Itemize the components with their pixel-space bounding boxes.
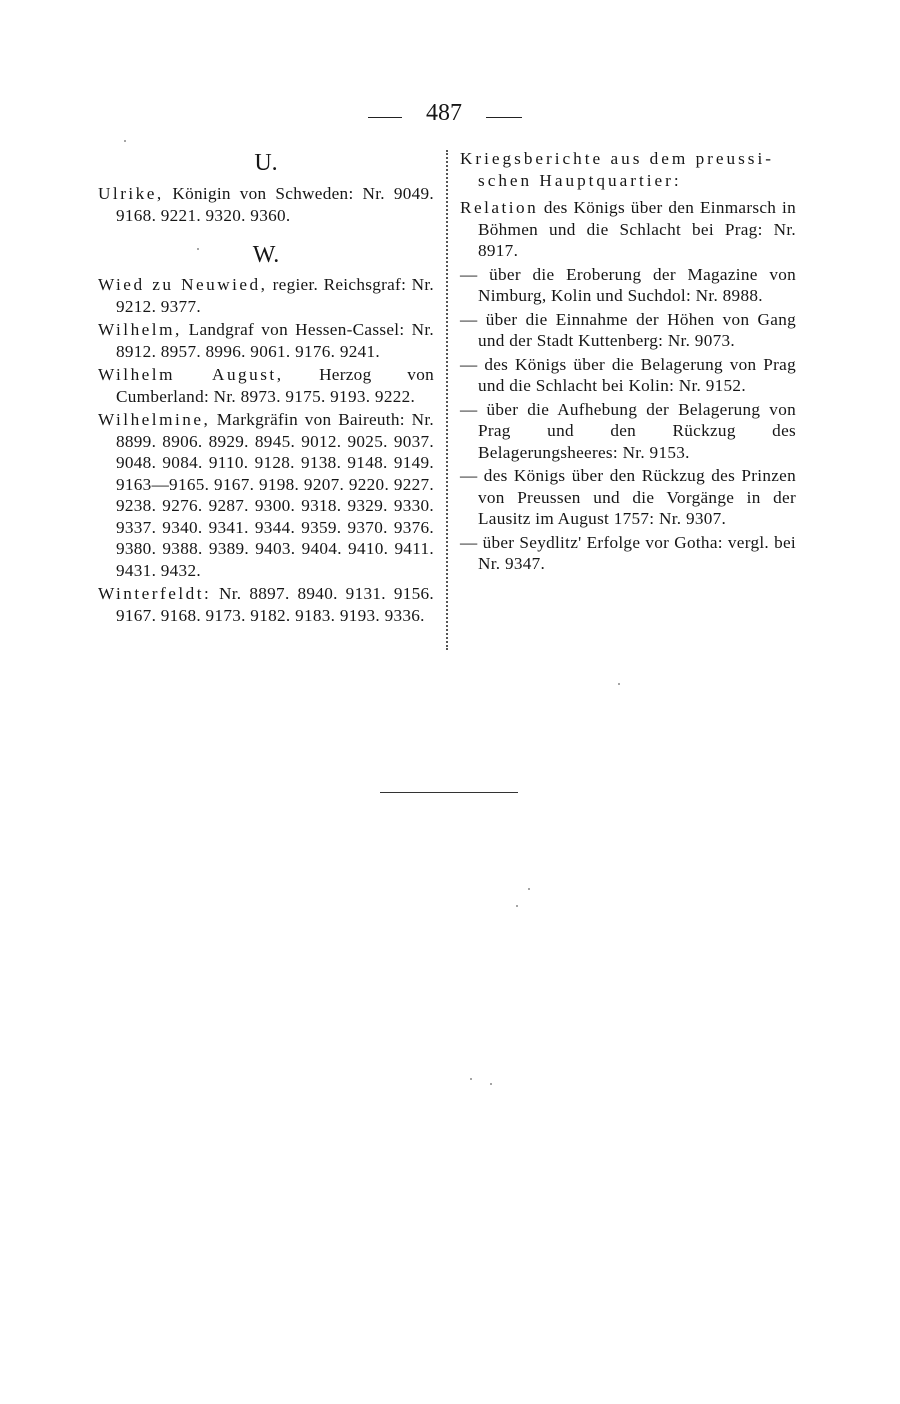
entry-text: Landgraf von Hessen-Cassel: Nr. 8912. 8957. 8996. 9061. 9176. 9241. [116, 320, 434, 361]
entry-name: Wilhelm, [98, 320, 182, 339]
section-letter-w: W. [252, 242, 280, 268]
entry-text: Königin von Schweden: Nr. 9049. 9168. 9221. 9320. 9360. [116, 184, 434, 225]
heading-line-2: schen Hauptquartier: [478, 170, 682, 190]
section-heading [460, 148, 796, 191]
left-column [98, 148, 434, 628]
entry-text: Herzog von Cumberland: Nr. 8973. 9175. 9193. 9222. [116, 365, 434, 406]
entry-text: Markgräfin von Baireuth: Nr. 8899. 8906. 8929. 8945. 9012. 9025. 9037. 9048. 9084. 9110. 9128. 9138. 9148. 9149. 9163—9165. 9167. 9198. 9207. 9220. 9227. 9238. 9276. 9287. 9300. 9318. 9329. 9330. 9337. 9340. 9341. 9344. 9359. 9370. 9376. 9380. 9388. 9389. 9403. 9404. 9410. 9411. 9431. 9432. [116, 410, 435, 580]
report-entry [460, 532, 796, 575]
entry-name: Wilhelmine, [98, 410, 211, 429]
index-entry-wied [98, 274, 434, 317]
print-speck [197, 248, 199, 250]
column-divider [446, 150, 448, 650]
entry-name: Relation [460, 198, 539, 217]
entry-text: regier. Reichsgraf: Nr. 9212. 9377. [116, 275, 434, 316]
entry-text: — über die Eroberung der Magazine von Nimburg, Kolin und Suchdol: Nr. 8988. [460, 264, 796, 305]
report-entry [460, 309, 796, 352]
section-letter-u: U. [254, 150, 278, 176]
entry-text: des Königs über den Einmarsch in Böhmen und die Schlacht bei Prag: Nr. 8917. [478, 198, 796, 260]
report-entry [460, 399, 796, 464]
heading-line-1: Kriegsberichte aus dem preussi- [460, 149, 774, 168]
report-entry [460, 465, 796, 530]
page-header [0, 100, 900, 134]
index-entry-wilhelm-august [98, 364, 434, 407]
report-entry [460, 354, 796, 397]
print-speck [618, 683, 620, 685]
entry-name: Wilhelm August, [98, 365, 284, 384]
print-speck [528, 888, 530, 890]
print-speck [490, 1083, 492, 1085]
print-speck [470, 1078, 472, 1080]
report-entry [460, 264, 796, 307]
entry-text: — des Königs über die Belagerung von Prag und die Schlacht bei Kolin: Nr. 9152. [460, 354, 796, 395]
index-entry-ulrike [98, 183, 434, 226]
report-entry-relation [460, 197, 796, 262]
page-number: 487 [426, 100, 462, 126]
index-entry-wilhelmine [98, 409, 434, 581]
entry-text: — über die Einnahme der Höhen von Gang und der Stadt Kuttenberg: Nr. 9073. [460, 309, 796, 350]
entry-text: Nr. 8897. 8940. 9131. 9156. 9167. 9168. 9173. 9182. 9183. 9193. 9336. [116, 584, 434, 625]
header-dash-left [368, 117, 402, 118]
entry-text: — des Königs über den Rückzug des Prinzen von Preussen und die Vorgänge in der Lausitz im August 1757: Nr. 9307. [460, 466, 796, 528]
print-speck [124, 140, 126, 142]
index-entry-wilhelm [98, 319, 434, 362]
entry-name: Ulrike, [98, 184, 164, 203]
entry-name: Winterfeldt: [98, 584, 212, 603]
entry-text: — über die Aufhebung der Belagerung von Prag und den Rückzug des Belagerungsheeres: Nr. 9153. [460, 399, 796, 462]
print-speck [516, 905, 518, 907]
index-entry-winterfeldt [98, 583, 434, 626]
entry-text: — über Seydlitz' Erfolge vor Gotha: vergl. bei Nr. 9347. [460, 532, 796, 573]
end-rule [380, 792, 518, 793]
right-column [460, 148, 796, 577]
entry-name: Wied zu Neuwied, [98, 275, 268, 294]
header-dash-right [486, 117, 522, 118]
